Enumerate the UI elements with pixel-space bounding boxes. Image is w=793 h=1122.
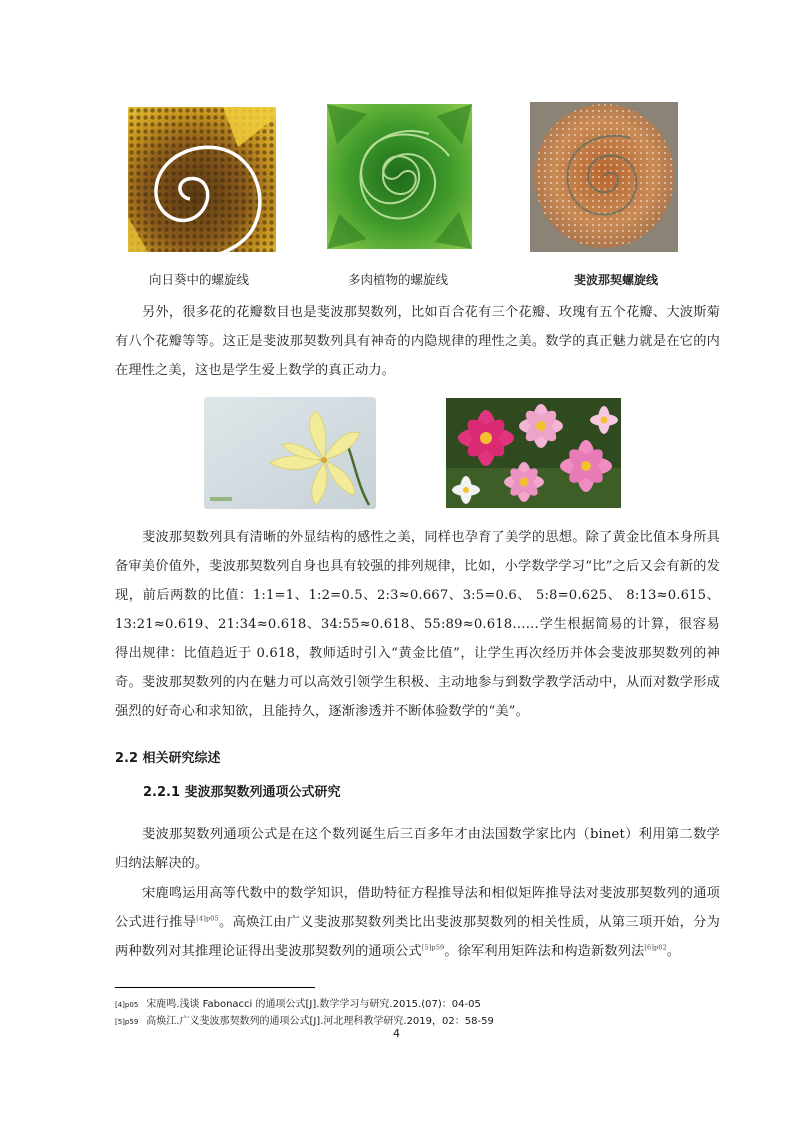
citation-ref-6[interactable]: [6]p02 bbox=[644, 943, 667, 952]
footnote-marker: [4]p05 bbox=[115, 1001, 139, 1009]
para4-text-3: 。徐军利用矩阵法和构造新数列法 bbox=[444, 944, 645, 959]
footnote-text: 宋鹿鸣.浅谈 Fabonacci 的通项公式[J].数学学习与研究.2015.(07)：04-05 bbox=[146, 999, 481, 1010]
section-heading-2-2: 2.2 相关研究综述 bbox=[115, 751, 221, 766]
cactus-spiral-image bbox=[530, 102, 678, 252]
citation-ref-4[interactable]: [4]p05 bbox=[196, 914, 219, 923]
succulent-spiral-image bbox=[327, 104, 472, 249]
citation-ref-5[interactable]: [5]p59 bbox=[421, 943, 445, 952]
page-number: 4 bbox=[393, 1027, 400, 1040]
paragraph-flower-petals: 另外，很多花的花瓣数目也是斐波那契数列，比如百合花有三个花瓣、玫瑰有五个花瓣、大波斯菊有八个花瓣等等。这正是斐波那契数列具有神奇的内隐规律的理性之美。数学的真正魅力就是在它的内在理性之美，这也是学生爱上数学的真正动力。 bbox=[115, 305, 720, 378]
figure-caption-fibonacci: 斐波那契螺旋线 bbox=[574, 273, 659, 287]
footnote-text: 高焕江.广义斐波那契数列的通项公式[J].河北理科教学研究.2019，02：58-59 bbox=[146, 1016, 494, 1027]
footnote-divider bbox=[115, 987, 315, 988]
lily-image bbox=[204, 397, 376, 509]
figure-caption-sunflower: 向日葵中的螺旋线 bbox=[149, 272, 250, 287]
paragraph-golden-ratio: 斐波那契数列具有清晰的外显结构的感性之美，同样也孕育了美学的思想。除了黄金比值本身所具备审美价值外，斐波那契数列自身也具有较强的排列规律，比如，小学数学学习“比”之后又会有新的发现，前后两数的比值：1:1=1、1:2=0.5、2:3≈0.667、3:5=0.6、 5:8=0.625、 8:13≈0.615、13:21≈0.619、21:34≈0.618、34:55≈0.618、55:89≈0.618……学生根据简易的计算，很容易得出规律：比值趋近于 0.618，教师适时引入“黄金比值”，让学生再次经历并体会斐波那契数列的神奇。斐波那契数列的内在魅力可以高效引领学生积极、主动地参与到数学教学活动中，从而对数学形成强烈的好奇心和求知欲，且能持久，逐渐渗透并不断体验数学的“美”。 bbox=[115, 530, 720, 719]
footnote-marker: [5]p59 bbox=[115, 1018, 139, 1026]
paragraph-binet: 斐波那契数列通项公式是在这个数列诞生后三百多年才由法国数学家比内（binet）利用第二数学归纳法解决的。 bbox=[115, 827, 720, 871]
para4-text-4: 。 bbox=[666, 944, 681, 959]
footnote-4 bbox=[115, 995, 481, 1010]
cosmos-flowers-image bbox=[446, 398, 621, 508]
footnote-5 bbox=[115, 1012, 494, 1027]
sunflower-spiral-image bbox=[128, 107, 276, 252]
paragraph-literature-review bbox=[115, 879, 720, 966]
para4-text-1: 宋鹿鸣运用高等代数中的数学知识，借助特征方程推导法和相似矩阵推导法对斐波那契数列的通项公式进行推导 bbox=[115, 886, 720, 930]
figure-caption-succulent: 多肉植物的螺旋线 bbox=[348, 272, 449, 287]
para4-text-2: 。高焕江由广义斐波那契数列类比出斐波那契数列的相关性质，从第三项开始，分为两种数列对其推理论证得出斐波那契数列的通项公式 bbox=[115, 915, 721, 959]
section-heading-2-2-1: 2.2.1 斐波那契数列通项公式研究 bbox=[143, 785, 341, 800]
